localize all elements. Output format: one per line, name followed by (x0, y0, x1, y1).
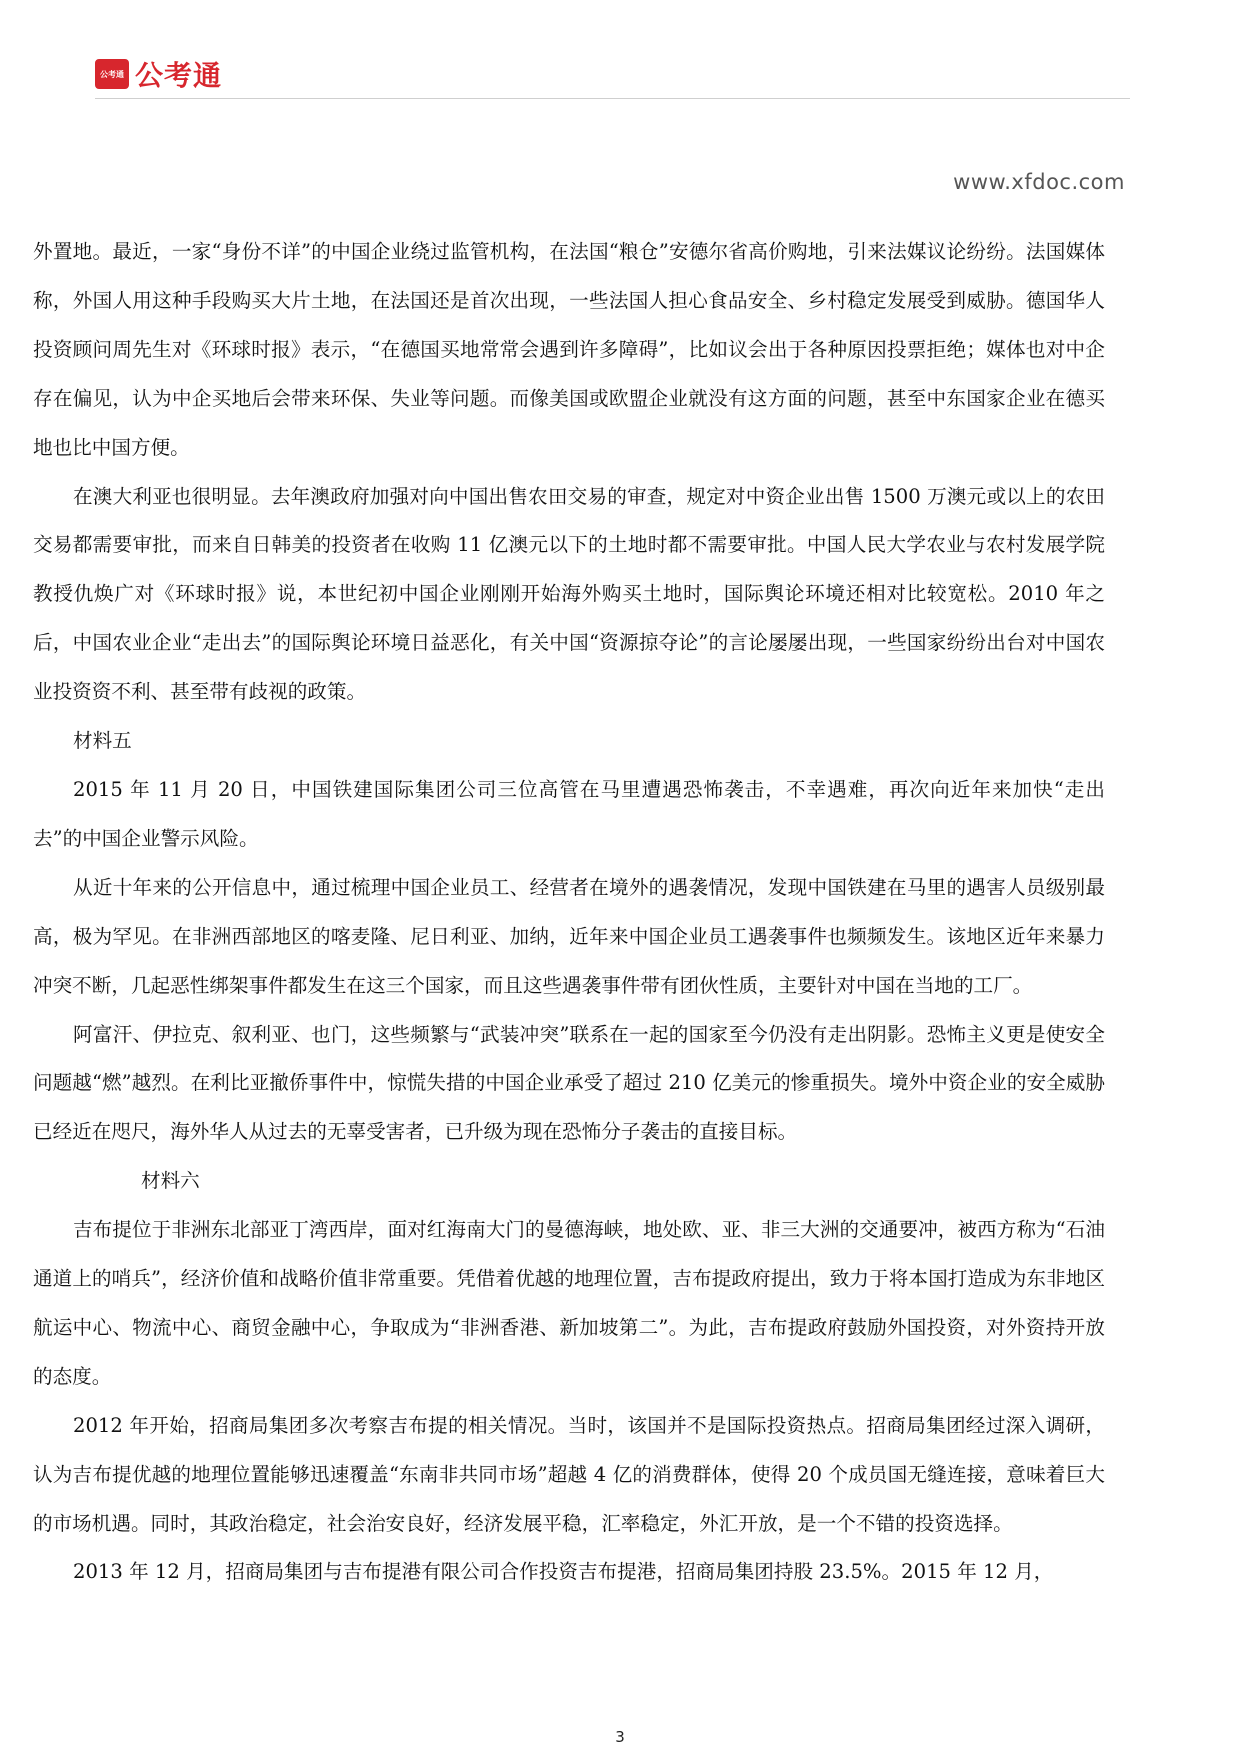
paragraph: 吉布提位于非洲东北部亚丁湾西岸，面对红海南大门的曼德海峡，地处欧、亚、非三大洲的交通要冲，被西方称为“石油通道上的哨兵”，经济价值和战略价值非常重要。凭借着优越的地理位置，吉布提政府提出，致力于将本国打造成为东非地区航运中心、物流中心、商贸金融中心，争取成为“非洲香港、新加坡第二”。为此，吉布提政府鼓励外国投资，对外资持开放的态度。 (33, 1218, 1105, 1388)
logo-text: 公考通 (135, 59, 223, 92)
paragraph: 从近十年来的公开信息中，通过梳理中国企业员工、经营者在境外的遇袭情况，发现中国铁建在马里的遇害人员级别最高，极为罕见。在非洲西部地区的喀麦隆、尼日利亚、加纳，近年来中国企业员工遇袭事件也频频发生。该地区近年来暴力冲突不断，几起恶性绑架事件都发生在这三个国家，而且这些遇袭事件带有团伙性质，主要针对中国在当地的工厂。 (33, 875, 1105, 997)
paragraph: 阿富汗、伊拉克、叙利亚、也门，这些频繁与“武装冲突”联系在一起的国家至今仍没有走出阴影。恐怖主义更是使安全问题越“燃”越烈。在利比亚撤侨事件中，惊慌失措的中国企业承受了超过 210 亿美元的惨重损失。境外中资企业的安全威胁已经近在咫尺，海外华人从过去的无辜受害者，已升级为现在恐怖分子袭击的直接目标。 (33, 1022, 1105, 1144)
section-heading: 材料五 (73, 729, 132, 753)
logo-icon: 公考通 (95, 59, 129, 89)
paragraph: 2015 年 11 月 20 日，中国铁建国际集团公司三位高管在马里遭遇恐怖袭击，不幸遇难，再次向近年来加快“走出去”的中国企业警示风险。 (33, 777, 1105, 850)
page-header (95, 58, 1130, 99)
paragraph: 在澳大利亚也很明显。去年澳政府加强对向中国出售农田交易的审查，规定对中资企业出售 1500 万澳元或以上的农田交易都需要审批，而来自日韩美的投资者在收购 11 亿澳元以下的土地时都不需要审批。中国人民大学农业与农村发展学院教授仇焕广对《环球时报》说，本世纪初中国企业刚刚开始海外购买土地时，国际舆论环境还相对比较宽松。2010 年之后，中国农业企业“走出去”的国际舆论环境日益恶化，有关中国“资源掠夺论”的言论屡屡出现，一些国家纷纷出台对中国农业投资资不利、甚至带有歧视的政策。 (33, 484, 1105, 704)
paragraph: 2012 年开始，招商局集团多次考察吉布提的相关情况。当时，该国并不是国际投资热点。招商局集团经过深入调研，认为吉布提优越的地理位置能够迅速覆盖“东南非共同市场”超越 4 亿的消费群体，使得 20 个成员国无缝连接，意味着巨大的市场机遇。同时，其政治稳定，社会治安良好，经济发展平稳，汇率稳定，外汇开放，是一个不错的投资选择。 (33, 1413, 1105, 1535)
paragraph: 外置地。最近，一家“身份不详”的中国企业绕过监管机构，在法国“粮仓”安德尔省高价购地，引来法媒议论纷纷。法国媒体称，外国人用这种手段购买大片土地，在法国还是首次出现，一些法国人担心食品安全、乡村稳定发展受到威胁。德国华人投资顾问周先生对《环球时报》表示，“在德国买地常常会遇到许多障碍”，比如议会出于各种原因投票拒绝；媒体也对中企存在偏见，认为中企买地后会带来环保、失业等问题。而像美国或欧盟企业就没有这方面的问题，甚至中东国家企业在德买地也比中国方便。 (33, 240, 1105, 459)
paragraph: 2013 年 12 月，招商局集团与吉布提港有限公司合作投资吉布提港，招商局集团持股 23.5%。2015 年 12 月， (73, 1560, 1054, 1584)
section-heading: 材料六 (141, 1169, 200, 1193)
site-url: www.xfdoc.com (953, 170, 1125, 194)
document-body (33, 228, 1105, 1597)
page-number: 3 (615, 1728, 625, 1746)
logo (95, 58, 222, 90)
